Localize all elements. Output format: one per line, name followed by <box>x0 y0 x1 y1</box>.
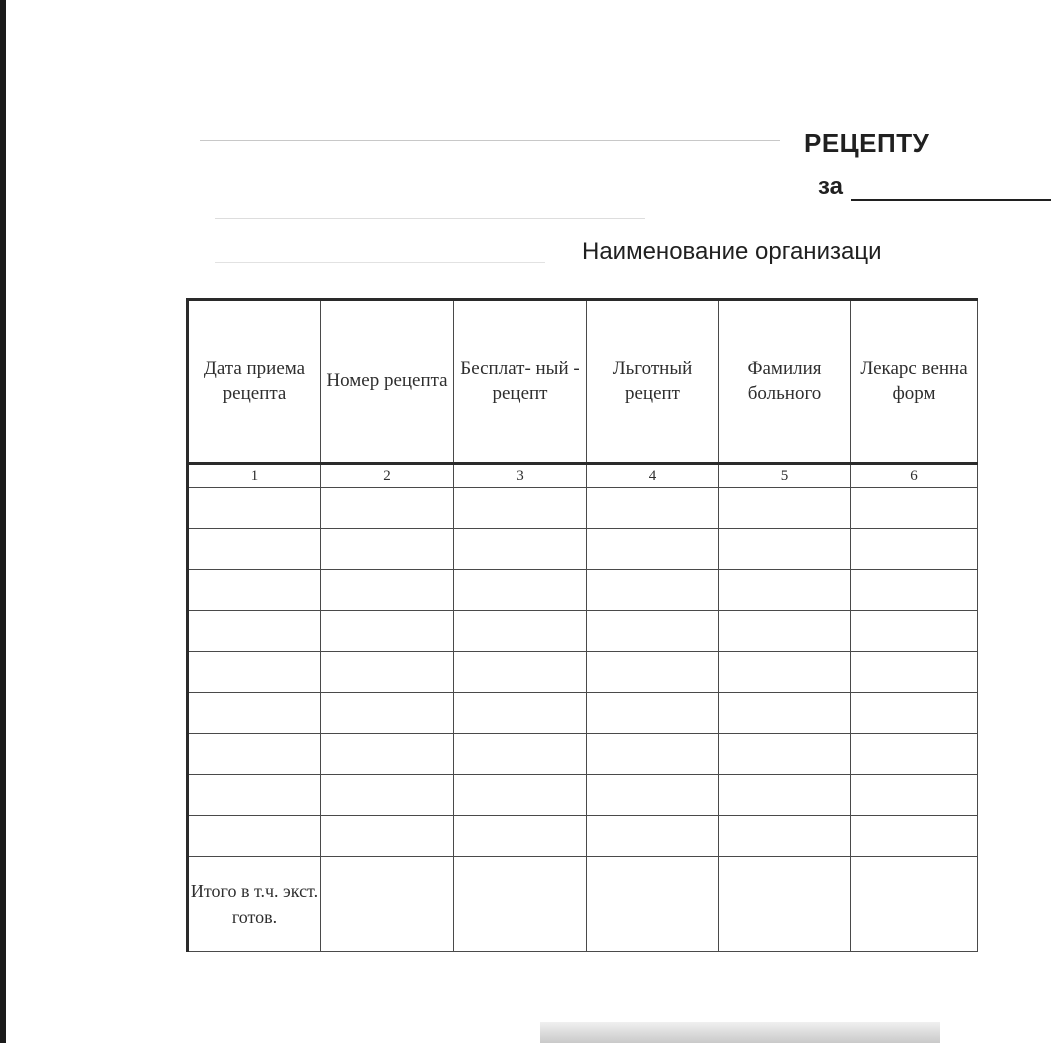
table-row <box>188 570 978 611</box>
column-number: 4 <box>587 464 719 488</box>
column-number: 2 <box>321 464 454 488</box>
table-row <box>188 734 978 775</box>
column-number: 3 <box>454 464 587 488</box>
table-row <box>188 693 978 734</box>
period-line <box>818 173 1051 201</box>
faint-line <box>215 262 545 263</box>
table-row <box>188 775 978 816</box>
column-number: 1 <box>188 464 321 488</box>
faint-line <box>215 218 645 219</box>
document-title: РЕЦЕПТУ <box>804 128 930 158</box>
table-row <box>188 816 978 857</box>
column-number: 6 <box>851 464 978 488</box>
header-date-received: Дата приема рецепта <box>188 300 321 464</box>
header-free-prescription: Бесплат- ный - рецепт <box>454 300 587 464</box>
column-number-row <box>188 464 978 488</box>
table-row <box>188 529 978 570</box>
page-edge <box>0 0 6 1043</box>
header-discount-prescription: Льготный рецепт <box>587 300 719 464</box>
header-dosage-form: Лекарс венна форм <box>851 300 978 464</box>
header-row <box>188 300 978 464</box>
period-prefix: за <box>818 173 843 200</box>
header-prescription-number: Номер рецепта <box>321 300 454 464</box>
column-number: 5 <box>719 464 851 488</box>
header-patient-surname: Фамилия больного <box>719 300 851 464</box>
table-row <box>188 652 978 693</box>
total-row <box>188 857 978 952</box>
total-label: Итого в т.ч. экст. готов. <box>188 857 321 952</box>
organization-label: Наименование организаци <box>582 238 882 265</box>
page-shadow <box>540 1022 940 1043</box>
period-blank <box>851 177 1051 201</box>
prescription-journal-table <box>186 298 978 952</box>
table-row <box>188 488 978 529</box>
table-row <box>188 611 978 652</box>
faint-line <box>200 140 780 141</box>
